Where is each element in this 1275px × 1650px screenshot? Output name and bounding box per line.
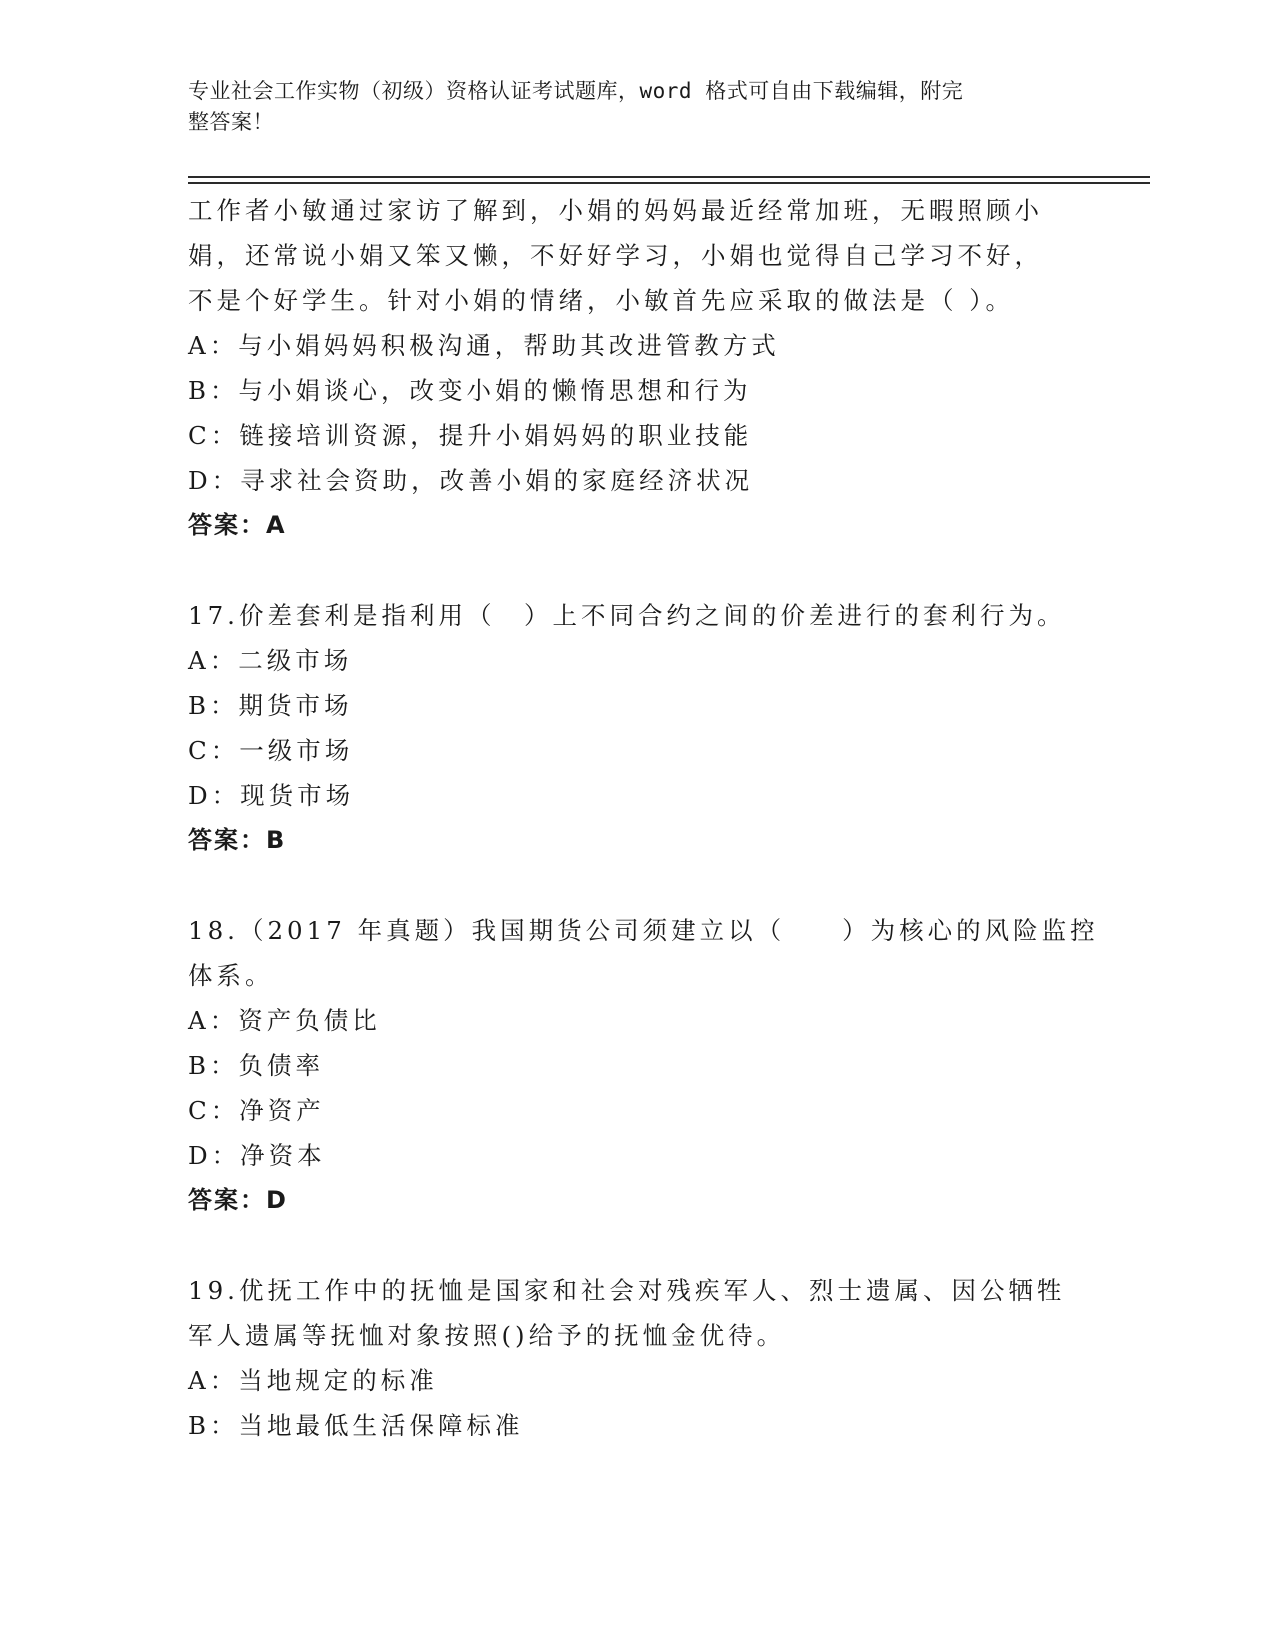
header-divider-bottom (188, 182, 1150, 184)
page-header (188, 76, 1068, 138)
question-17 (188, 593, 1088, 863)
question-18 (188, 908, 1099, 1223)
option-c: C：净资产 (188, 1096, 325, 1125)
header-line-2: 整答案！ (188, 110, 274, 134)
spacer (188, 1223, 1088, 1268)
question-stem-line: 不是个好学生。针对小娟的情绪，小敏首先应采取的做法是（ ）。 (188, 286, 1015, 315)
option-b: B：期货市场 (188, 691, 353, 720)
option-b: B：当地最低生活保障标准 (188, 1411, 524, 1440)
question-16 (188, 188, 1088, 548)
option-a: A：二级市场 (188, 646, 353, 675)
answer-label: 答案：D (188, 1186, 288, 1214)
question-stem-line: 军人遗属等抚恤对象按照()给予的抚恤金优待。 (188, 1321, 786, 1350)
answer-label: 答案：B (188, 826, 287, 854)
option-d: D：寻求社会资助，改善小娟的家庭经济状况 (188, 466, 754, 495)
answer-label: 答案：A (188, 511, 287, 539)
spacer (188, 548, 1088, 593)
header-line-1: 专业社会工作实物（初级）资格认证考试题库，word 格式可自由下载编辑，附完 (188, 79, 964, 103)
question-stem-line: 17.价差套利是指利用（ ）上不同合约之间的价差进行的套利行为。 (188, 601, 1066, 630)
option-a: A：资产负债比 (188, 1006, 381, 1035)
option-b: B：与小娟谈心，改变小娟的懒惰思想和行为 (188, 376, 752, 405)
question-19 (188, 1268, 1088, 1448)
question-stem-line: 娟，还常说小娟又笨又懒，不好好学习，小娟也觉得自己学习不好， (188, 241, 1043, 270)
option-b: B：负债率 (188, 1051, 325, 1080)
spacer (188, 863, 1088, 908)
option-a: A：当地规定的标准 (188, 1366, 438, 1395)
option-c: C：链接培训资源，提升小娟妈妈的职业技能 (188, 421, 753, 450)
question-stem-line: 19.优抚工作中的抚恤是国家和社会对残疾军人、烈士遗属、因公牺牲 (188, 1276, 1066, 1305)
question-stem-line: 18.（2017 年真题）我国期货公司须建立以（ ）为核心的风险监控 (188, 916, 1099, 945)
question-stem-line: 工作者小敏通过家访了解到，小娟的妈妈最近经常加班，无暇照顾小 (188, 196, 1043, 225)
question-list (188, 188, 1099, 1448)
question-stem-line: 体系。 (188, 961, 274, 990)
option-a: A：与小娟妈妈积极沟通，帮助其改进管教方式 (188, 331, 780, 360)
option-d: D：净资本 (188, 1141, 326, 1170)
header-divider-top (188, 176, 1150, 178)
option-d: D：现货市场 (188, 781, 355, 810)
option-c: C：一级市场 (188, 736, 354, 765)
